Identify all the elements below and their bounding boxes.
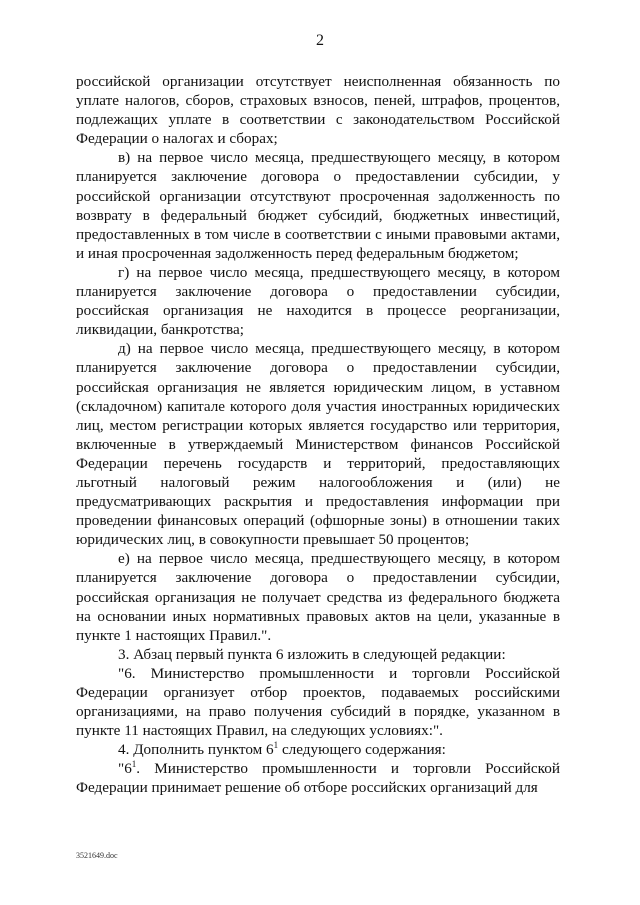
paragraph-tax-obligations: российской организации отсутствует неисполненная обязанность по уплате налогов, сборов, страховых взносов, пеней, штрафов, процентов, подлежащих уплате в соответствии с законодательством Российской Федерации о налогах и сборах;: [76, 73, 560, 148]
paragraph-item-v: в) на первое число месяца, предшествующего месяцу, в котором планируется заключение договора о предоставлении субсидии, у российской организации отсутствуют просроченная задолженность по возврату в федеральный бюджет субсидий, бюджетных инвестиций, предоставленных в том числе в соответствии с иными правовыми актами, и иная просроченная задолженность перед федеральным бюджетом;: [76, 149, 560, 262]
document-body: [76, 72, 560, 798]
paragraph-point-6-text: "6. Министерство промышленности и торговли Российской Федерации организует отбор проектов, подаваемых российскими организациями, на право получения субсидий в порядке, указанном в пункте 11 настоящих Правил, на следующих условиях:".: [76, 664, 560, 740]
footer-file-code: 3521649.doc: [76, 851, 118, 860]
paragraph-amendment-3: 3. Абзац первый пункта 6 изложить в следующей редакции:: [118, 645, 506, 663]
page-number: 2: [316, 32, 324, 49]
paragraph-item-e: е) на первое число месяца, предшествующего месяцу, в котором планируется заключение договора о предоставлении субсидии, российская организация не получает средства из федерального бюджета на основании иных нормативных правовых актов на цели, указанные в пункте 1 настоящих Правил.".: [76, 550, 560, 644]
amendment-4-text-after: следующего содержания:: [278, 741, 446, 759]
point-6-1-superscript: 1: [131, 759, 137, 770]
point-6-1-text-before: "6: [118, 760, 132, 778]
paragraph-item-d: д) на первое число месяца, предшествующего месяцу, в котором планируется заключение договора о предоставлении субсидии, российская организация не является юридическим лицом, в уставном (складочном) капитале которого доля участия иностранных юридических лиц, местом регистрации которых является государство или территория, включенные в утверждаемый Министерством финансов Российской Федерации перечень государств и территорий, предоставляющих льготный налоговый режим налогообложения и (или) не предусматривающих раскрытия и предоставления информации при проведении финансовых операций (офшорные зоны) в отношении таких юридических лиц, в совокупности превышает 50 процентов;: [76, 340, 560, 549]
paragraph-item-g: г) на первое число месяца, предшествующего месяцу, в котором планируется заключение договора о предоставлении субсидии, российская организация не находится в процессе реорганизации, ликвидации, банкротства;: [76, 263, 560, 339]
point-6-1-text-after: . Министерство промышленности и торговли Российской Федерации принимает решение об отборе российских организаций для: [76, 760, 560, 797]
amendment-4-text-before: 4. Дополнить пунктом 6: [118, 741, 274, 759]
paragraph-amendment-4: [76, 740, 560, 759]
amendment-4-superscript: 1: [273, 740, 279, 751]
paragraph-point-6-1: [76, 759, 560, 797]
